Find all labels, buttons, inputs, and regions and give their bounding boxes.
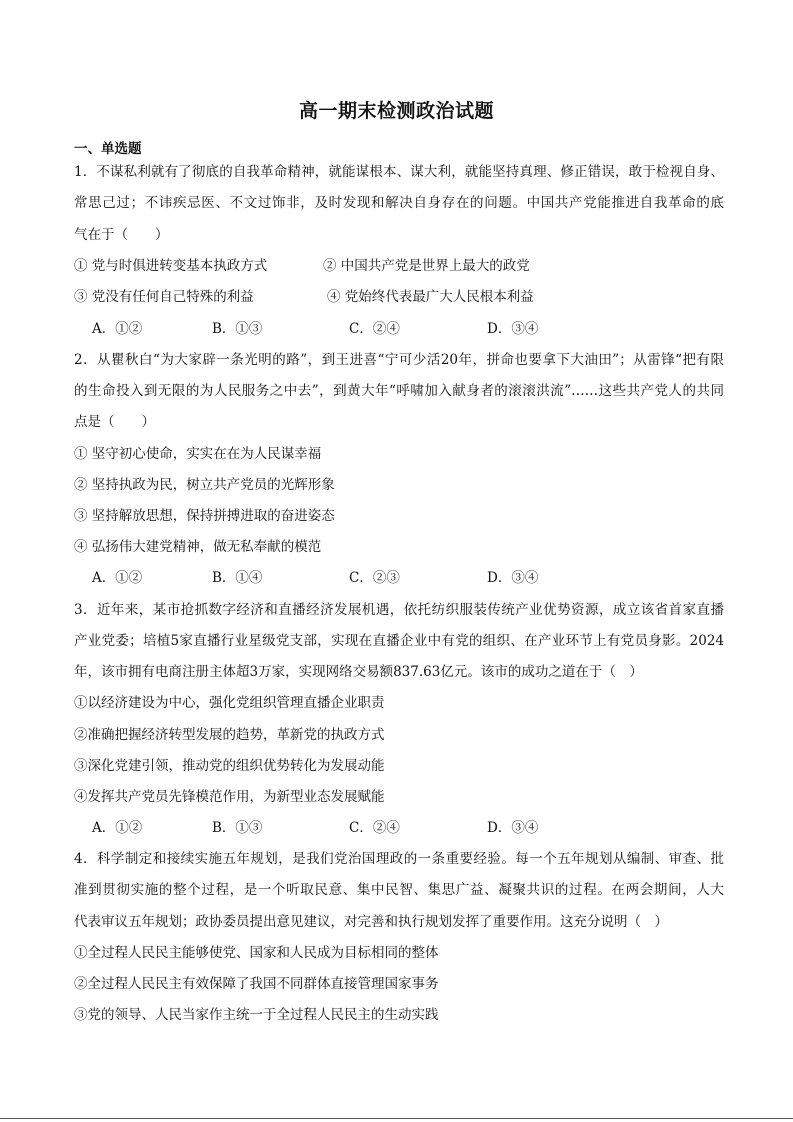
q2-choice-d[interactable]: D．③④ [487, 570, 539, 586]
q1-choice-b[interactable]: B．①③ [212, 321, 263, 337]
q4-statement-1: ①全过程人民民主能够使党、国家和人民成为目标相同的整体 [74, 945, 439, 961]
q3-choice-c[interactable]: C．②④ [349, 820, 400, 836]
q1-stem-line-3: 气在于（ ） [74, 227, 169, 243]
q2-stem-line-1: 2．从瞿秋白“为大家辟一条光明的路”，到王进喜“宁可少活20年，拼命也要拿下大油田”；从雷锋“把有限 [74, 352, 724, 368]
q3-choice-a[interactable]: A．①② [92, 820, 143, 836]
q2-stem-line-3: 点是（ ） [74, 414, 155, 430]
page-title: 高一期末检测政治试题 [298, 100, 494, 122]
q2-statement-4: ④ 弘扬伟大建党精神，做无私奉献的模范 [74, 539, 322, 555]
q3-choice-b[interactable]: B．①③ [212, 820, 263, 836]
q2-choice-b[interactable]: B．①④ [212, 570, 263, 586]
q2-stem-line-2: 的生命投入到无限的为人民服务之中去”，到黄大年“呼啸加入献身者的滚滚洪流”……这些共产党人的共同 [74, 383, 724, 399]
q4-statement-3: ③党的领导、人民当家作主统一于全过程人民民主的生动实践 [74, 1007, 439, 1023]
q1-statement-2: ② 中国共产党是世界上最大的政党 [323, 258, 530, 274]
q3-choice-d[interactable]: D．③④ [487, 820, 539, 836]
q4-stem-line-3: 代表审议五年规划；政协委员提出意见建议，对完善和执行规划发挥了重要作用。这充分说明（ ） [74, 914, 668, 930]
q1-statement-4: ④ 党始终代表最广大人民根本利益 [327, 289, 534, 305]
q2-statement-3: ③ 坚持解放思想，保持拼搏进取的奋进姿态 [74, 508, 335, 524]
section-heading: 一、单选题 [74, 141, 142, 157]
q2-statement-1: ① 坚守初心使命，实实在在为人民谋幸福 [74, 446, 322, 462]
q3-statement-4: ④发挥共产党员先锋模范作用，为新型业态发展赋能 [74, 789, 385, 805]
q1-statement-3: ③ 党没有任何自己特殊的利益 [74, 289, 254, 305]
q1-choice-a[interactable]: A．①② [92, 321, 143, 337]
q3-statement-3: ③深化党建引领，推动党的组织优势转化为发展动能 [74, 758, 385, 774]
q3-statement-1: ①以经济建设为中心，强化党组织管理直播企业职责 [74, 695, 385, 711]
q2-choice-c[interactable]: C．②③ [349, 570, 400, 586]
q1-choice-c[interactable]: C．②④ [349, 321, 400, 337]
q3-stem-line-3: 年，该市拥有电商注册主体超3万家，实现网络交易额837.63亿元。该市的成功之道在于（ ） [74, 664, 643, 680]
q1-stem-line-2: 常思己过；不讳疾忌医、不文过饰非，及时发现和解决自身存在的问题。中国共产党能推进自我革命的底 [74, 195, 724, 211]
q2-choice-a[interactable]: A．①② [92, 570, 143, 586]
q1-choice-d[interactable]: D．③④ [487, 321, 539, 337]
q4-stem-line-1: 4．科学制定和接续实施五年规划，是我们党治国理政的一条重要经验。每一个五年规划从编制、审查、批 [74, 851, 724, 867]
q3-stem-line-2: 产业党委；培植5家直播行业星级党支部，实现在直播企业中有党的组织、在产业环节上有党员身影。2024 [74, 633, 724, 649]
q3-stem-line-1: 3．近年来，某市抢抓数字经济和直播经济发展机遇，依托纺织服装传统产业优势资源，成立该省首家直播 [74, 602, 724, 618]
q1-statement-1: ① 党与时俱进转变基本执政方式 [74, 258, 268, 274]
q4-stem-line-2: 准到贯彻实施的整个过程，是一个听取民意、集中民智、集思广益、凝聚共识的过程。在两会期间，人大 [74, 882, 724, 898]
q4-statement-2: ②全过程人民民主有效保障了我国不同群体直接管理国家事务 [74, 976, 439, 992]
q3-statement-2: ②准确把握经济转型发展的趋势，革新党的执政方式 [74, 727, 385, 743]
page-bottom-divider [0, 1118, 793, 1119]
q2-statement-2: ② 坚持执政为民，树立共产党员的光辉形象 [74, 477, 335, 493]
q1-stem-line-1: 1．不谋私利就有了彻底的自我革命精神，就能谋根本、谋大利，就能坚持真理、修正错误，敢于检视自身、 [74, 164, 724, 180]
